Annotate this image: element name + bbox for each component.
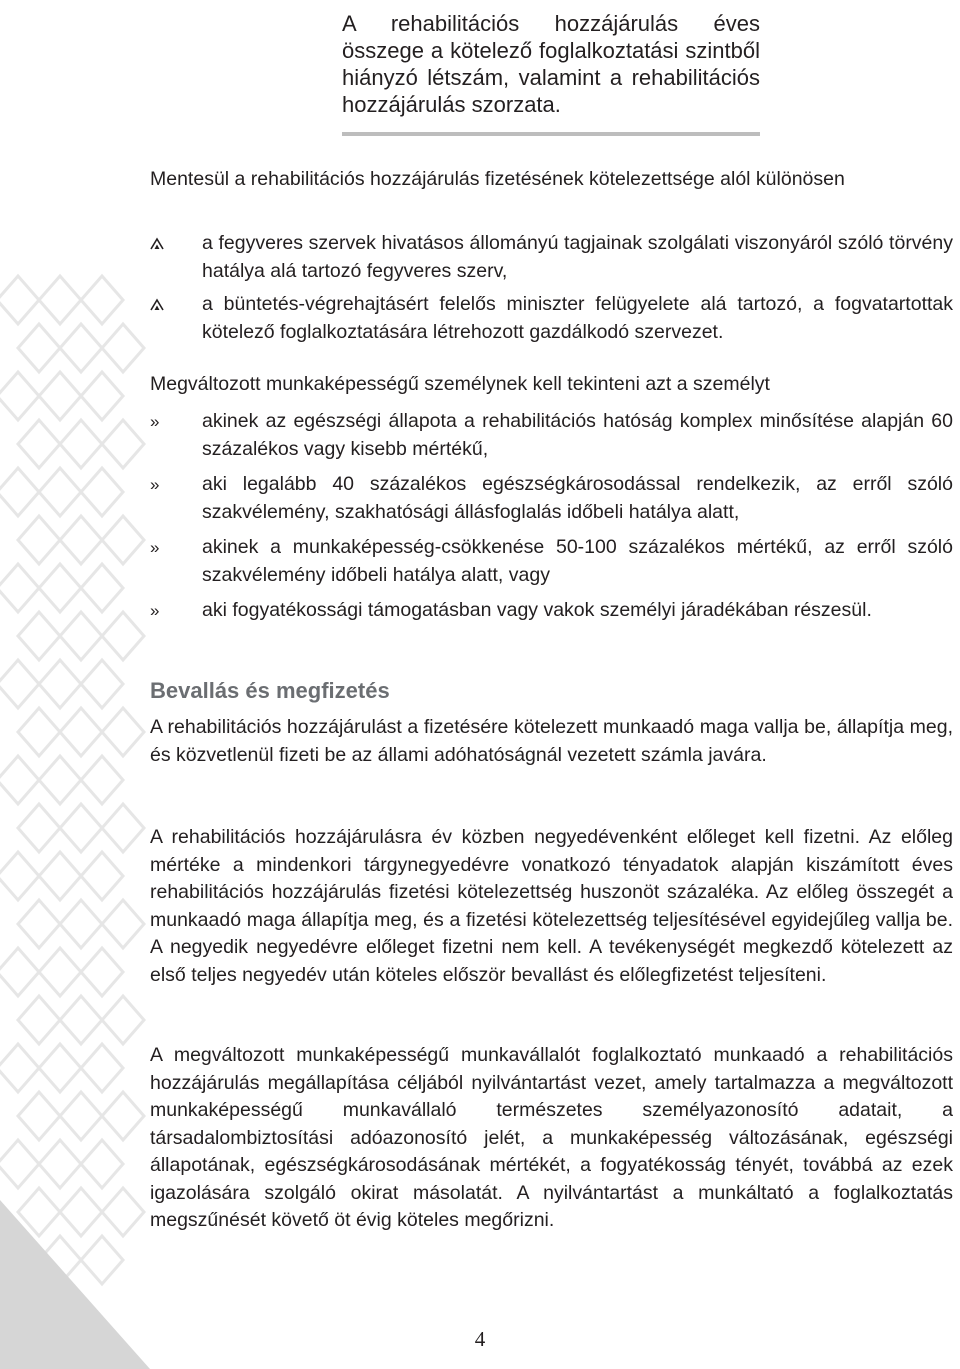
decor-diamond: [39, 276, 81, 324]
double-chevron-icon: »: [150, 601, 160, 620]
decor-diamond: [39, 1140, 81, 1188]
decor-diamond: [60, 804, 102, 852]
decor-diamond: [18, 612, 60, 660]
decor-diamond: [102, 1092, 144, 1140]
decor-diamond: [39, 468, 81, 516]
decor-diamond: [39, 660, 81, 708]
decor-diamond: [102, 708, 144, 756]
decor-diamond: [39, 852, 81, 900]
exemption-list: [150, 230, 953, 346]
decor-diamond: [81, 948, 123, 996]
list-item-text: akinek az egészségi állapota a rehabilitációs hatóság komplex minősítése alapján 60 százalékos vagy kisebb mértékű,: [202, 410, 953, 460]
decor-diamond: [60, 900, 102, 948]
double-chevron-icon: »: [150, 412, 160, 431]
decor-diamond: [81, 1044, 123, 1092]
decor-diamond: [102, 996, 144, 1044]
list-item: [150, 471, 953, 526]
decor-diamond: [81, 468, 123, 516]
paragraph: A megváltozott munkaképességű munkavállalót foglalkoztató munkaadó a rehabilitációs hozzájárulás megállapítása céljából nyilvántartást vezet, amely tartalmazza a megváltozott munkaképességű munkavállaló természetes személyazonosító adatait, a társadalombiztosítási adóazonosító jelét, a munkaképesség változásának, egészségi állapotának, egészségkárosodásának mértékét, a fogyatékosság tényét, továbbá az ezek igazolására szolgáló okirat másolatát. A nyilvántartást a munkáltató a foglalkoztatás megszűnését követő öt évig köteles megőrizni.: [150, 1044, 953, 1231]
decor-diamond: [102, 900, 144, 948]
decor-diamond: [39, 1044, 81, 1092]
paragraph: A rehabilitációs hozzájárulást a fizetésére kötelezett munkaadó maga vallja be, állapítja meg, és közvetlenül fizeti be az állami adóhatóságnál vezetett számla javára.: [150, 716, 953, 766]
decor-diamond: [0, 564, 39, 612]
decor-diamond: [60, 1092, 102, 1140]
list-item: [150, 230, 953, 285]
decor-diamond: [18, 708, 60, 756]
decor-diamond: [39, 564, 81, 612]
list-item: [150, 534, 953, 589]
decor-diamond: [0, 468, 39, 516]
decor-diamond: [0, 948, 39, 996]
decor-diamond: [102, 1188, 144, 1236]
decor-diamond: [60, 1188, 102, 1236]
decor-diamond: [60, 708, 102, 756]
decor-diamond: [81, 276, 123, 324]
callout-box: [342, 10, 760, 136]
caret-up-icon: [150, 230, 190, 258]
list-item-text: aki legalább 40 százalékos egészségkárosodással rendelkezik, az erről szóló szakvélemény, szakhatósági állásfoglalás időbeli hatálya alatt,: [202, 473, 953, 523]
decorative-diamond-pattern: [0, 0, 150, 1369]
decor-diamond: [18, 516, 60, 564]
list-item-text: a büntetés-végrehajtásért felelős miniszter felügyelete alá tartozó, a fogvatartottak kötelező foglalkoztatására létrehozott gazdálkodó szervezet.: [202, 293, 953, 343]
decor-diamond: [18, 804, 60, 852]
decor-diamond: [18, 420, 60, 468]
decor-diamond: [81, 852, 123, 900]
decor-diamond: [18, 324, 60, 372]
list-item-text: akinek a munkaképesség-csökkenése 50-100 százalékos mértékű, az erről szóló szakvélemény időbeli hatálya alatt, vagy: [202, 536, 953, 586]
page-number: 4: [474, 1327, 486, 1351]
decor-diamond: [60, 420, 102, 468]
decor-diamond: [81, 1236, 123, 1284]
decor-diamond: [0, 1044, 39, 1092]
decor-diamond: [81, 372, 123, 420]
decor-diamond: [102, 516, 144, 564]
list-item: [150, 291, 953, 346]
decor-diamond: [0, 372, 39, 420]
decor-diamond: [39, 948, 81, 996]
decor-diamond: [0, 852, 39, 900]
decor-diamond: [102, 420, 144, 468]
list-item-text: a fegyveres szervek hivatásos állományú tagjainak szolgálati viszonyáról szóló törvény hatálya alá tartozó fegyveres szerv,: [202, 232, 953, 282]
decor-diamond: [39, 756, 81, 804]
decor-diamond: [60, 516, 102, 564]
disabled-list: [150, 408, 953, 625]
caret-up-icon: [150, 291, 190, 319]
decor-diamond: [0, 1140, 39, 1188]
decor-diamond: [81, 564, 123, 612]
decor-diamond: [60, 324, 102, 372]
decor-diamond: [102, 324, 144, 372]
decor-diamond: [39, 372, 81, 420]
decor-diamond: [0, 660, 39, 708]
list-item-text: aki fogyatékossági támogatásban vagy vakok személyi járadékában részesül.: [202, 599, 872, 621]
decor-diamond: [102, 804, 144, 852]
decor-diamond: [81, 660, 123, 708]
decor-diamond: [81, 1140, 123, 1188]
decor-diamond: [60, 612, 102, 660]
decor-diamond: [18, 996, 60, 1044]
decor-diamond: [18, 900, 60, 948]
list-item: [150, 597, 953, 625]
disabled-intro: Megváltozott munkaképességű személynek kell tekinteni azt a személyt: [150, 373, 770, 395]
list-item: [150, 408, 953, 463]
callout-text: A rehabilitációs hozzájárulás éves összege a kötelező foglalkoztatási szintből hiányzó létszám, valamint a rehabilitációs hozzájárulás szorzata.: [342, 11, 760, 117]
double-chevron-icon: »: [150, 475, 160, 494]
decor-diamond: [102, 612, 144, 660]
decor-diamond: [0, 756, 39, 804]
double-chevron-icon: »: [150, 538, 160, 557]
decor-diamond: [0, 276, 39, 324]
decor-diamond: [60, 996, 102, 1044]
section-heading: Bevallás és megfizetés: [150, 678, 390, 703]
exemption-intro: Mentesül a rehabilitációs hozzájárulás fizetésének kötelezettsége alól különösen: [150, 168, 845, 190]
paragraph: A rehabilitációs hozzájárulásra év közben negyedévenként előleget kell fizetni. Az előleg mértéke a mindenkori tárgynegyedévre vonatkozó tényadatok alapján kiszámított éves rehabilitációs hozzájárulás fizetési kötelezettség huszonöt százaléka. Az előleg összegét a munkaadó maga állapítja meg, és a fizetési kötelezettség teljesítésével egyidejűleg vallja be. A negyedik negyedévre előleget fizetni nem kell. A tevékenységét megkezdő kötelezett az első teljes negyedév után köteles először bevallást és előlegfizetést teljesíteni.: [150, 826, 953, 986]
decor-diamond: [81, 756, 123, 804]
decor-diamond: [18, 1092, 60, 1140]
